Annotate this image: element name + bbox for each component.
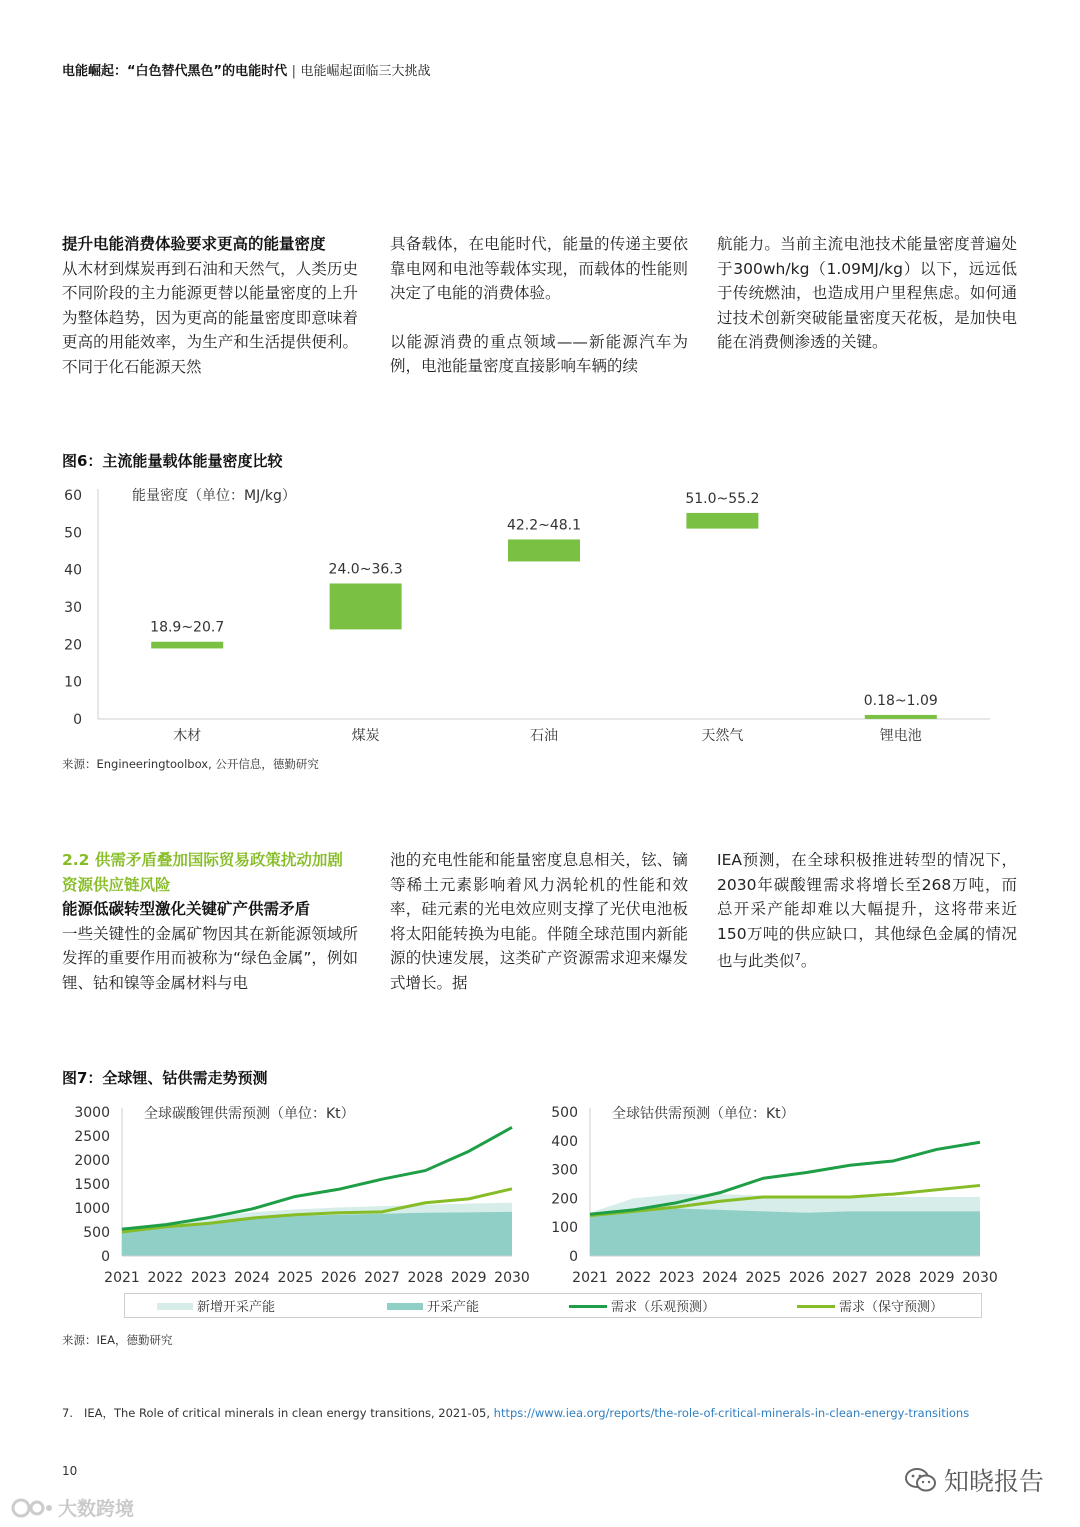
y-tick-label: 0 <box>73 712 82 728</box>
y-tick-label: 500 <box>551 1105 578 1121</box>
section1-col3 <box>717 232 1017 355</box>
y-tick-label: 0 <box>569 1249 578 1265</box>
legend-swatch-capacity <box>387 1303 423 1310</box>
legend-label-conservative: 需求（保守预测） <box>839 1300 944 1315</box>
range-bar <box>686 513 758 529</box>
lithium-chart <box>60 1096 530 1288</box>
x-tick-label: 2026 <box>788 1270 825 1286</box>
x-tick-label: 2025 <box>745 1270 782 1286</box>
page-number: 10 <box>62 1464 78 1478</box>
legend-label-optimistic: 需求（乐观预测） <box>611 1300 716 1315</box>
section2-col3-end: 。 <box>800 952 817 971</box>
x-tick-label: 2028 <box>407 1270 444 1286</box>
x-tick-label: 2027 <box>832 1270 868 1286</box>
watermark-left-text: 大数跨境 <box>58 1498 135 1520</box>
x-tick-label: 2023 <box>658 1270 695 1286</box>
data-label: 51.0~55.2 <box>685 490 760 507</box>
x-tick-label: 2024 <box>234 1270 270 1286</box>
x-tick-label: 2022 <box>147 1270 184 1286</box>
section2-subheading: 能源低碳转型激化关键矿产供需矛盾 <box>62 900 311 918</box>
legend-label-new-capacity: 新增开采产能 <box>197 1300 276 1315</box>
y-tick-label: 2000 <box>74 1153 110 1169</box>
section1-col2-p2: 以能源消费的重点领域——新能源汽车为例，电池能量密度直接影响车辆的续 <box>390 332 688 375</box>
footnote <box>62 1405 969 1421</box>
figure7-title: 图7：全球锂、钴供需走势预测 <box>62 1069 268 1087</box>
brand-logo-icon <box>10 1497 54 1519</box>
header-separator: | <box>291 64 297 79</box>
x-tick-label: 2030 <box>962 1270 998 1286</box>
chart-title: 能量密度（单位：MJ/kg） <box>132 488 296 504</box>
y-tick-label: 20 <box>64 637 82 654</box>
y-tick-label: 500 <box>83 1225 110 1241</box>
section1-col2-p1: 具备载体，在电能时代，能量的传递主要依靠电网和电池等载体实现，而载体的性能则决定了电能的消费体验。 <box>390 235 688 302</box>
x-tick-label: 2030 <box>494 1270 530 1286</box>
section1-col3-text: 航能力。当前主流电池技术能量密度普遍处于300wh/kg（1.09MJ/kg）以下，远远低于传统燃油，也造成用户里程焦虑。如何通过技术创新突破能量密度天花板，是加快电能在消费侧渗透的关键。 <box>717 235 1017 351</box>
section2-col3-paragraph <box>717 848 1017 974</box>
x-tick-label: 2022 <box>615 1270 652 1286</box>
section2-col1 <box>62 848 358 995</box>
data-label: 42.2~48.1 <box>506 517 582 534</box>
x-tick-label: 2023 <box>190 1270 227 1286</box>
footnote-text: IEA，The Role of critical minerals in clean energy transitions, 2021-05, <box>83 1406 490 1420</box>
section2-heading: 2.2 供需矛盾叠加国际贸易政策扰动加剧资源供应链风险 <box>62 851 343 894</box>
range-bar <box>865 715 937 719</box>
y-tick-label: 30 <box>64 600 82 616</box>
data-label: 0.18~1.09 <box>863 692 938 709</box>
y-tick-label: 10 <box>64 674 82 691</box>
watermark-right <box>904 1462 1044 1498</box>
x-tick-label: 2028 <box>875 1270 912 1286</box>
section1-col1-text: 从木材到煤炭再到石油和天然气，人类历史不同阶段的主力能源更替以能量密度的上升为整体趋势，因为更高的能量密度即意味着更高的用能效率，为生产和生活提供便利。不同于化石能源天然 <box>62 259 358 376</box>
x-tick-label: 2027 <box>364 1270 400 1286</box>
cobalt-chart <box>528 1096 998 1288</box>
data-label: 18.9~20.7 <box>150 619 225 636</box>
y-tick-label: 200 <box>551 1191 578 1208</box>
y-tick-label: 1000 <box>74 1201 110 1217</box>
x-tick-label: 2021 <box>104 1270 140 1286</box>
y-tick-label: 60 <box>64 488 82 504</box>
watermark-right-text: 知晓报告 <box>943 1467 1044 1496</box>
y-tick-label: 2500 <box>74 1129 110 1145</box>
running-header <box>62 60 431 79</box>
section2-col2-text: 池的充电性能和能量密度息息相关，铉、镝等稀土元素影响着风力涡轮机的性能和效率，硅元素的光电效应则支撑了光伏电池板将太阳能转换为电能。伴随全球范围内新能源的快速发展，这类矿产资源需求迎来爆发式增长。据 <box>390 851 688 992</box>
footnote-number: 7. <box>62 1406 73 1420</box>
y-tick-label: 40 <box>64 562 82 579</box>
chart-title: 全球碳酸锂供需预测（单位：Kt） <box>144 1106 355 1122</box>
legend-swatch-conservative <box>797 1305 835 1308</box>
footnote-link[interactable]: https://www.iea.org/reports/the-role-of-critical-minerals-in-clean-energy-transitions <box>493 1406 970 1420</box>
x-tick-label: 煤炭 <box>351 728 380 744</box>
figure7-source: 来源：IEA，德勤研究 <box>62 1333 173 1347</box>
range-bar <box>330 583 402 629</box>
section2-col2 <box>390 848 688 995</box>
figure6-title: 图6：主流能量载体能量密度比较 <box>62 452 283 470</box>
x-tick-label: 锂电池 <box>879 728 922 744</box>
legend-swatch-new-capacity <box>157 1303 193 1310</box>
section1-col2 <box>390 232 688 379</box>
area-capacity <box>122 1212 512 1256</box>
footnote-ref: 7 <box>794 952 801 963</box>
data-label: 24.0~36.3 <box>328 561 403 578</box>
x-tick-label: 天然气 <box>701 728 744 744</box>
x-tick-label: 2025 <box>277 1270 314 1286</box>
wechat-icon <box>904 1466 938 1494</box>
section1-col1 <box>62 232 358 379</box>
x-tick-label: 2021 <box>572 1270 608 1286</box>
figure6-source: 来源：Engineeringtoolbox, 公开信息，德勤研究 <box>62 757 319 771</box>
legend-label-capacity: 开采产能 <box>427 1300 480 1315</box>
header-section: 电能崛起面临三大挑战 <box>300 64 431 79</box>
x-tick-label: 石油 <box>530 728 558 744</box>
section1-heading: 提升电能消费体验要求更高的能量密度 <box>62 235 326 253</box>
y-tick-label: 1500 <box>74 1177 110 1193</box>
figure7-legend <box>124 1293 982 1318</box>
legend-swatch-optimistic <box>569 1305 607 1308</box>
section2-col3 <box>717 848 1017 974</box>
y-tick-label: 100 <box>551 1220 578 1237</box>
y-tick-label: 0 <box>101 1249 110 1265</box>
area-capacity <box>590 1208 980 1256</box>
range-bar <box>508 539 580 561</box>
y-tick-label: 400 <box>551 1133 578 1150</box>
x-tick-label: 2026 <box>320 1270 357 1286</box>
header-title: 电能崛起：“白色替代黑色”的电能时代 <box>62 64 288 79</box>
section2-col3-text: IEA预测，在全球积极推进转型的情况下，2030年碳酸锂需求将增长至268万吨，而总开采产能却难以大幅提升，这将带来近150万吨的供应缺口，其他绿色金属的情况也与此类似 <box>717 851 1017 971</box>
x-tick-label: 木材 <box>173 728 202 744</box>
figure6-chart <box>50 478 1010 750</box>
range-bar <box>151 642 223 649</box>
x-tick-label: 2029 <box>450 1270 487 1286</box>
y-tick-label: 300 <box>551 1162 578 1179</box>
chart-title: 全球钴供需预测（单位：Kt） <box>612 1106 795 1122</box>
x-tick-label: 2024 <box>702 1270 738 1286</box>
y-tick-label: 50 <box>64 525 82 542</box>
section2-col1-text: 一些关键性的金属矿物因其在新能源领域所发挥的重要作用而被称为“绿色金属”，例如锂、钴和镍等金属材料与电 <box>62 924 358 992</box>
x-tick-label: 2029 <box>918 1270 955 1286</box>
watermark-left <box>10 1494 134 1521</box>
y-tick-label: 3000 <box>74 1105 110 1121</box>
